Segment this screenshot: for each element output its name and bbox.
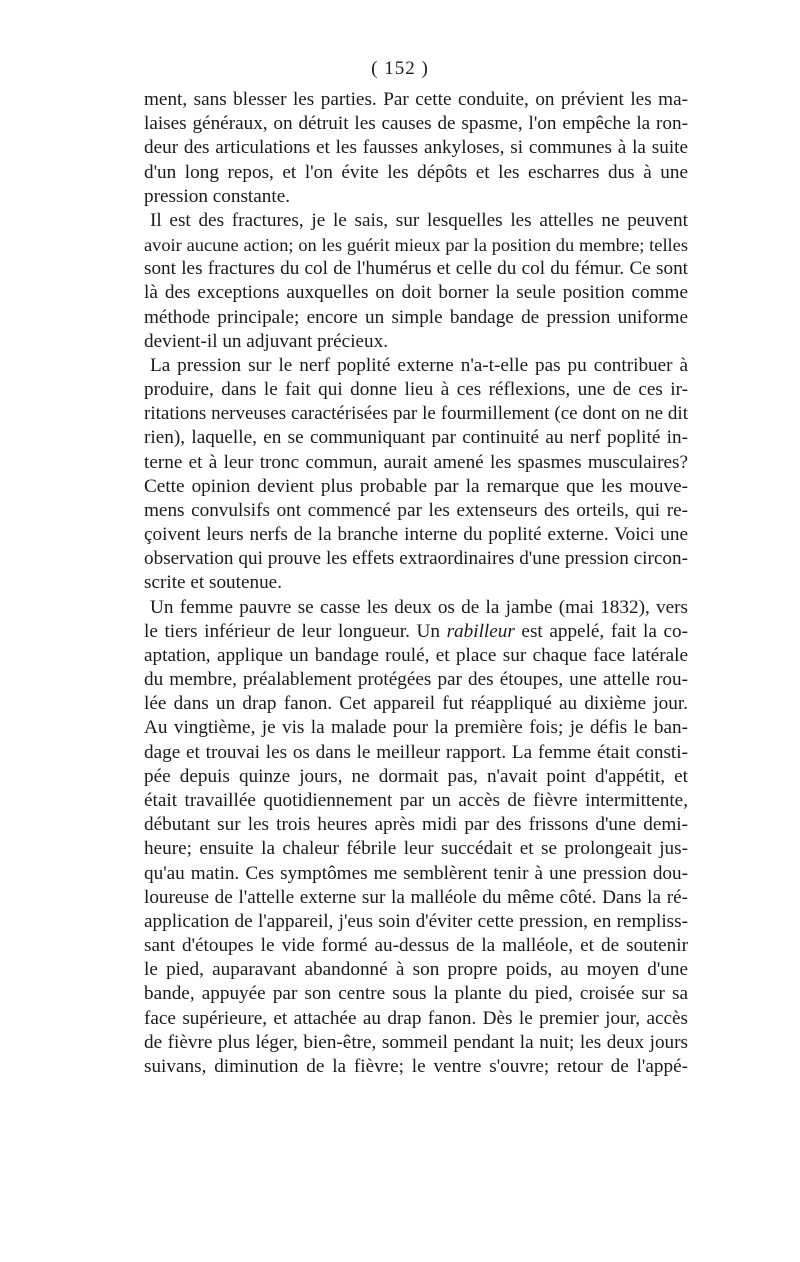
text-line: qu'au matin. Ces symptômes me semblèrent tenir à une pression dou- [144,862,688,884]
text-line: mens convulsifs ont commencé par les extenseurs des orteils, qui re- [144,499,688,521]
text-line: scrite et soutenue. [144,572,282,594]
text-line: de fièvre plus léger, bien-être, sommeil pendant la nuit; les deux jours [144,1031,688,1053]
text-line: rien), laquelle, en se communiquant par continuité au nerf poplité in- [144,427,688,449]
text-line: dage et trouvai les os dans le meilleur rapport. La femme était consti- [144,741,688,763]
text-line: avoir aucune action; on les guérit mieux par la position du membre; telles [144,235,688,256]
text-line: application de l'appareil, j'eus soin d'éviter cette pression, en rempliss- [144,910,688,932]
text-line: du membre, préalablement protégées par des étoupes, une attelle rou- [144,669,688,691]
text-line: Un femme pauvre se casse les deux os de la jambe (mai 1832), vers [150,596,688,618]
text-line: méthode principale; encore un simple bandage de pression uniforme [144,306,688,328]
text-line: Il est des fractures, je le sais, sur lesquelles les attelles ne peuvent [150,209,688,231]
text-line: le pied, auparavant abandonné à son propre poids, au moyen d'une [144,959,688,981]
text-line: devient-il un adjuvant précieux. [144,330,389,352]
text-line: était travaillée quotidiennement par un accès de fièvre intermittente, [144,789,688,811]
text-line: lée dans un drap fanon. Cet appareil fut réappliqué au dixième jour. [144,693,688,715]
text-line: là des exceptions auxquelles on doit borner la seule position comme [144,282,688,304]
body-text [144,88,688,1079]
text-line: terne et à leur tronc commun, aurait amené les spasmes musculaires? [144,451,688,473]
text-line: çoivent leurs nerfs de la branche interne du poplité externe. Voici une [144,524,688,546]
italic-term: rabilleur [446,620,515,642]
text-line: sant d'étoupes le vide formé au-dessus de la malléole, et de soutenir [144,935,688,957]
text-line: le tiers inférieur de leur longueur. Un rabilleur est appelé, fait la co- [144,620,688,642]
text-line: Au vingtième, je vis la malade pour la première fois; je défis le ban- [144,717,688,739]
text-line: ment, sans blesser les parties. Par cette conduite, on prévient les ma- [144,89,688,110]
text-line: heure; ensuite la chaleur fébrile leur succédait et se prolongeait jus- [144,838,688,860]
text-line: débutant sur les trois heures après midi par des frissons d'une demi- [144,814,688,836]
text-line: pée depuis quinze jours, ne dormait pas, n'avait point d'appétit, et [144,765,688,787]
text-line: loureuse de l'attelle externe sur la malléole du même côté. Dans la ré- [144,886,688,908]
text-line: pression constante. [144,185,291,207]
text-line: deur des articulations et les fausses ankyloses, si communes à la suite [144,137,688,159]
text-line: Cette opinion devient plus probable par la remarque que les mouve- [144,475,688,497]
text-line: observation qui prouve les effets extraordinaires d'une pression circon- [144,548,688,570]
text-line: sont les fractures du col de l'humérus et celle du col du fémur. Ce sont [144,258,688,280]
text-line: bande, appuyée par son centre sous la plante du pied, croisée sur sa [144,983,688,1005]
text-line: produire, dans le fait qui donne lieu à ces réflexions, une de ces ir- [144,379,688,401]
text-line: ritations nerveuses caractérisées par le fourmillement (ce dont on ne dit [144,403,688,425]
text-line: face supérieure, et attachée au drap fanon. Dès le premier jour, accès [144,1007,688,1029]
text-line: La pression sur le nerf poplité externe n'a-t-elle pas pu contribuer à [150,354,688,376]
text-line: aptation, applique un bandage roulé, et place sur chaque face latérale [144,644,688,666]
text-line: d'un long repos, et l'on évite les dépôts et les escharres dus à une [144,161,688,183]
text-line: laises généraux, on détruit les causes de spasme, l'on empêche la ron- [144,113,688,135]
text-line: suivans, diminution de la fièvre; le ventre s'ouvre; retour de l'appé- [144,1055,688,1077]
page-number: ( 152 ) [371,58,429,79]
